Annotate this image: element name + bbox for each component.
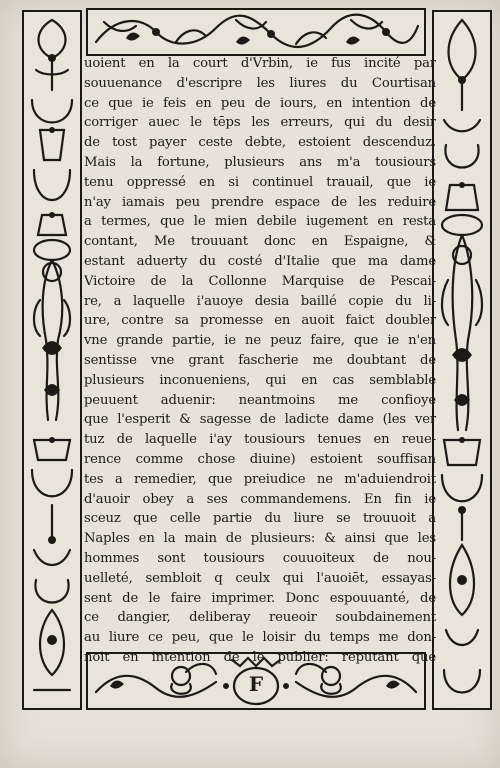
text-line: Victoire de la Collonne Marquise de Pescai-: [84, 273, 436, 289]
text-line: uelleté, sembloit q ceulx qui l'auoiēt, essayas-: [84, 570, 436, 586]
text-line: sent de le faire imprimer. Donc espouuanté, de: [84, 590, 436, 606]
monogram-shield-letter: F: [248, 672, 264, 696]
text-line: d'auoir obey a ses commandemens. En fin ie: [84, 491, 436, 507]
left-ornamental-column: [22, 10, 82, 710]
text-line: de tost payer ceste debte, estoient descenduz.: [84, 135, 436, 151]
text-line: rence comme chose diuine) estoient souffisan: [84, 451, 436, 467]
text-line: tuz de laquelle i'ay tousiours tenues en reue-: [84, 432, 436, 448]
text-line: peuuent aduenir: neantmoins me confioye: [84, 392, 436, 408]
text-line: contant, Me trouuant donc en Espaigne, &: [84, 234, 436, 250]
text-line: que l'esperit & sagesse de ladicte dame (les ver: [84, 412, 436, 428]
text-line: vne grande partie, ie ne peuz faire, que ie n'en: [84, 333, 436, 349]
text-line: a termes, que le mien debile iugement en resta: [84, 214, 436, 230]
text-line: noit en intention de le publier: reputant que: [84, 649, 436, 665]
text-block: [84, 54, 436, 668]
text-line: plusieurs inconueniens, qui en cas semblable: [84, 372, 436, 388]
text-line: Mais la fortune, plusieurs ans m'a tousiours: [84, 154, 436, 170]
text-line: corriger auec le tēps les erreurs, qui du desir: [84, 115, 436, 131]
right-ornamental-column: [432, 10, 492, 710]
text-line: Naples en la main de plusieurs: & ainsi que les: [84, 531, 436, 547]
text-line: souuenance d'escripre les liures du Courtisan: [84, 75, 436, 91]
text-line: uoient en la court d'Vrbin, ie fus incité par: [84, 56, 436, 71]
text-line: sceuz que celle partie du liure se trouuoit a: [84, 511, 436, 527]
text-line: ce dangier, deliberay reueoir soubdainement: [84, 610, 436, 626]
text-line: sentisse vne grant fascherie me doubtant de: [84, 352, 436, 368]
text-line: tes a remedier, que preiudice ne m'aduiendroit: [84, 471, 436, 487]
text-line: estant aduerty du costé d'Italie que ma dame: [84, 253, 436, 269]
text-line: ure, contre sa promesse en auoit faict doubler: [84, 313, 436, 329]
text-line: n'ay iamais peu prendre espace de les reduire: [84, 194, 436, 210]
text-line: au liure ce peu, que le loisir du temps me don-: [84, 630, 436, 646]
text-line: re, a laquelle i'auoye desia baillé copie du li-: [84, 293, 436, 309]
top-arabesque: [86, 8, 426, 56]
text-line: hommes sont tousiours couuoiteux de nou-: [84, 550, 436, 566]
text-line: ce que ie feis en peu de iours, en intention de: [84, 95, 436, 111]
text-line: tenu oppressé en si continuel trauail, que ie: [84, 174, 436, 190]
